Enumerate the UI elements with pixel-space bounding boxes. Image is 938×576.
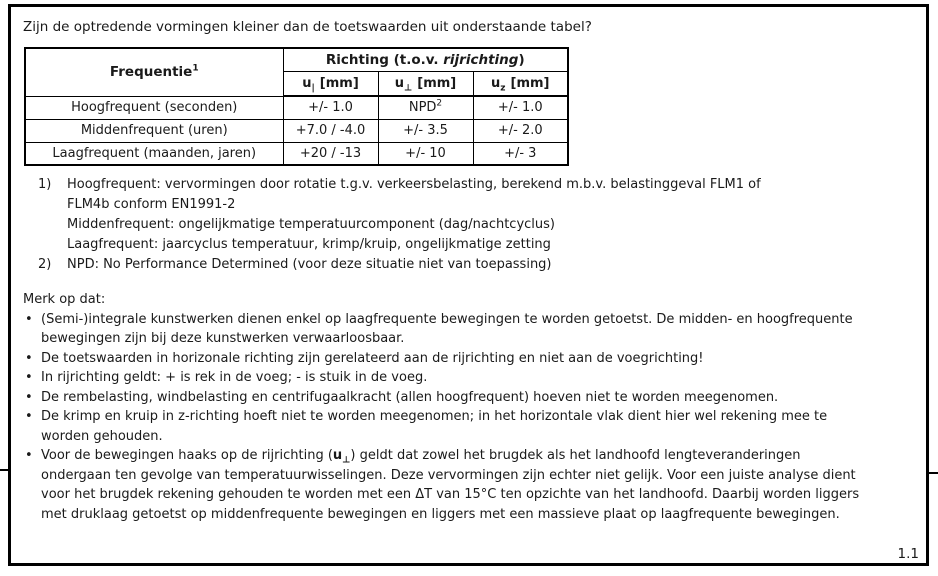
table-header-row-1 [25,48,568,71]
u-perpendicular-header-cell [378,71,473,96]
u-symbol: u [332,448,343,463]
richting-header-italic: rijrichting [443,51,519,68]
page-number: 1.1 [897,546,919,562]
footnote-line: NPD: No Performance Determined (voor deze situatie niet van toepassing) [67,257,552,272]
u-perpendicular-subscript: ⊥ [404,83,413,94]
list-item [23,388,868,408]
richting-group-header-cell [283,48,568,71]
bullet-icon: • [25,370,33,385]
row-label: Hoogfrequent (seconden) [25,96,283,119]
footnote-line: Middenfrequent: ongelijkmatige temperatuurcomponent (dag/nachtcyclus) [67,217,555,232]
cell-u-perpendicular [378,96,473,119]
bullet-icon: • [25,448,33,463]
u-z-header-cell [473,71,568,96]
bullet-text: De toetswaarden in horizonale richting zijn gerelateerd aan de rijrichting en niet aan de voegrichting! [41,350,704,366]
fold-mark-right [928,472,938,474]
footnote-text [67,255,552,275]
notes-heading: Merk op dat: [23,292,106,307]
list-item [23,310,868,349]
bullet-text: (Semi-)integrale kunstwerken dienen enkel op laagfrequente bewegingen te worden getoetst. De midden- en hoogfrequente bewegingen zijn bij deze kunstwerken verwaarloosbaar. [41,311,853,346]
table-row [25,119,568,142]
list-item [23,407,868,446]
u-perpendicular-symbol: u [394,75,405,91]
list-item [23,349,868,369]
notes-section [23,290,883,524]
u-parallel-subscript: | [311,83,315,94]
cell-u-z: +/- 2.0 [473,119,568,142]
list-item [23,446,868,524]
toetswaarden-table [24,47,569,166]
cell-u-z: +/- 1.0 [473,96,568,119]
bullet-text-pre: Voor de bewegingen haaks op de rijrichting ( [41,448,333,463]
bullet-icon: • [25,311,33,327]
footnote-line: FLM4b conform EN1991-2 [67,197,236,212]
footnote-text [67,175,761,255]
footnote-line: Hoogfrequent: vervormingen door rotatie t.g.v. verkeersbelasting, berekend m.b.v. belastinggeval FLM1 of [67,177,761,192]
table-row [25,96,568,119]
footnote-number: 2) [38,257,52,272]
row-label: Laagfrequent (maanden, jaren) [25,142,283,165]
notes-bullet-list [23,310,883,525]
richting-header-prefix: Richting (t.o.v. [325,51,444,68]
u-z-unit: [mm] [510,75,550,91]
frequentie-header-label: Frequentie [109,64,193,81]
cell-u-z: +/- 3 [473,142,568,165]
bullet-icon: • [25,350,33,366]
u-parallel-header-cell [283,71,378,96]
row-label: Middenfrequent (uren) [25,119,283,142]
footnote-number: 1) [38,177,52,192]
bullet-icon: • [25,389,33,405]
footnote-2 [38,255,916,275]
list-item [23,368,868,388]
bullet-text: De rembelasting, windbelasting en centrifugaalkracht (allen hoogfrequent) hoeven niet te worden meegenomen. [41,389,779,405]
bullet-text: De krimp en kruip in z-richting hoeft niet te worden meegenomen; in het horizontale vlak dient hier wel rekening mee te worden gehouden. [41,409,828,444]
perpendicular-subscript: ⊥ [342,455,351,466]
document-frame [8,4,929,566]
table-row [25,142,568,165]
cell-u-perpendicular: +/- 10 [378,142,473,165]
u-parallel-unit: [mm] [319,75,359,91]
u-parallel-symbol: u [302,75,312,91]
cell-u-parallel: +7.0 / -4.0 [283,119,378,142]
footnotes [38,175,916,275]
bullet-text-post: ) geldt dat zowel het brugdek als het landhoofd lengteveranderingen ondergaan ten gevolge van temperatuurwisselingen. Deze vervormingen zijn echter niet gelijk. Voor een juiste analyse dient voor het brugdek rekening gehouden te worden met een ΔT van 15°C ten opzichte van het landhoofd. Daarbij worden liggers met druklaag getoetst op middenfrequente bewegingen en liggers met een massieve plaat op laagfrequente bewegingen. [41,448,860,522]
frequentie-footnote-ref: 1 [192,63,199,74]
frequentie-header-cell [25,48,283,96]
npd-footnote-ref: 2 [436,98,443,109]
bullet-icon: • [25,409,33,424]
bullet-text: In rijrichting geldt: + is rek in de voeg; - is stuik in de voeg. [41,370,428,385]
page-title: Zijn de optredende vormingen kleiner dan de toetswaarden uit onderstaande tabel? [23,19,592,35]
u-z-symbol: u [491,75,501,91]
cell-u-perpendicular: +/- 3.5 [378,119,473,142]
fold-mark-left [0,469,9,471]
u-z-subscript: z [500,83,506,94]
u-perpendicular-unit: [mm] [417,75,457,91]
cell-u-parallel: +/- 1.0 [283,96,378,119]
footnote-line: Laagfrequent: jaarcyclus temperatuur, krimp/kruip, ongelijkmatige zetting [67,237,551,252]
cell-u-parallel: +20 / -13 [283,142,378,165]
richting-header-suffix: ) [518,51,525,68]
u-perpendicular-inline-symbol [332,448,351,466]
npd-value: NPD [408,100,437,116]
footnote-1 [38,175,916,255]
